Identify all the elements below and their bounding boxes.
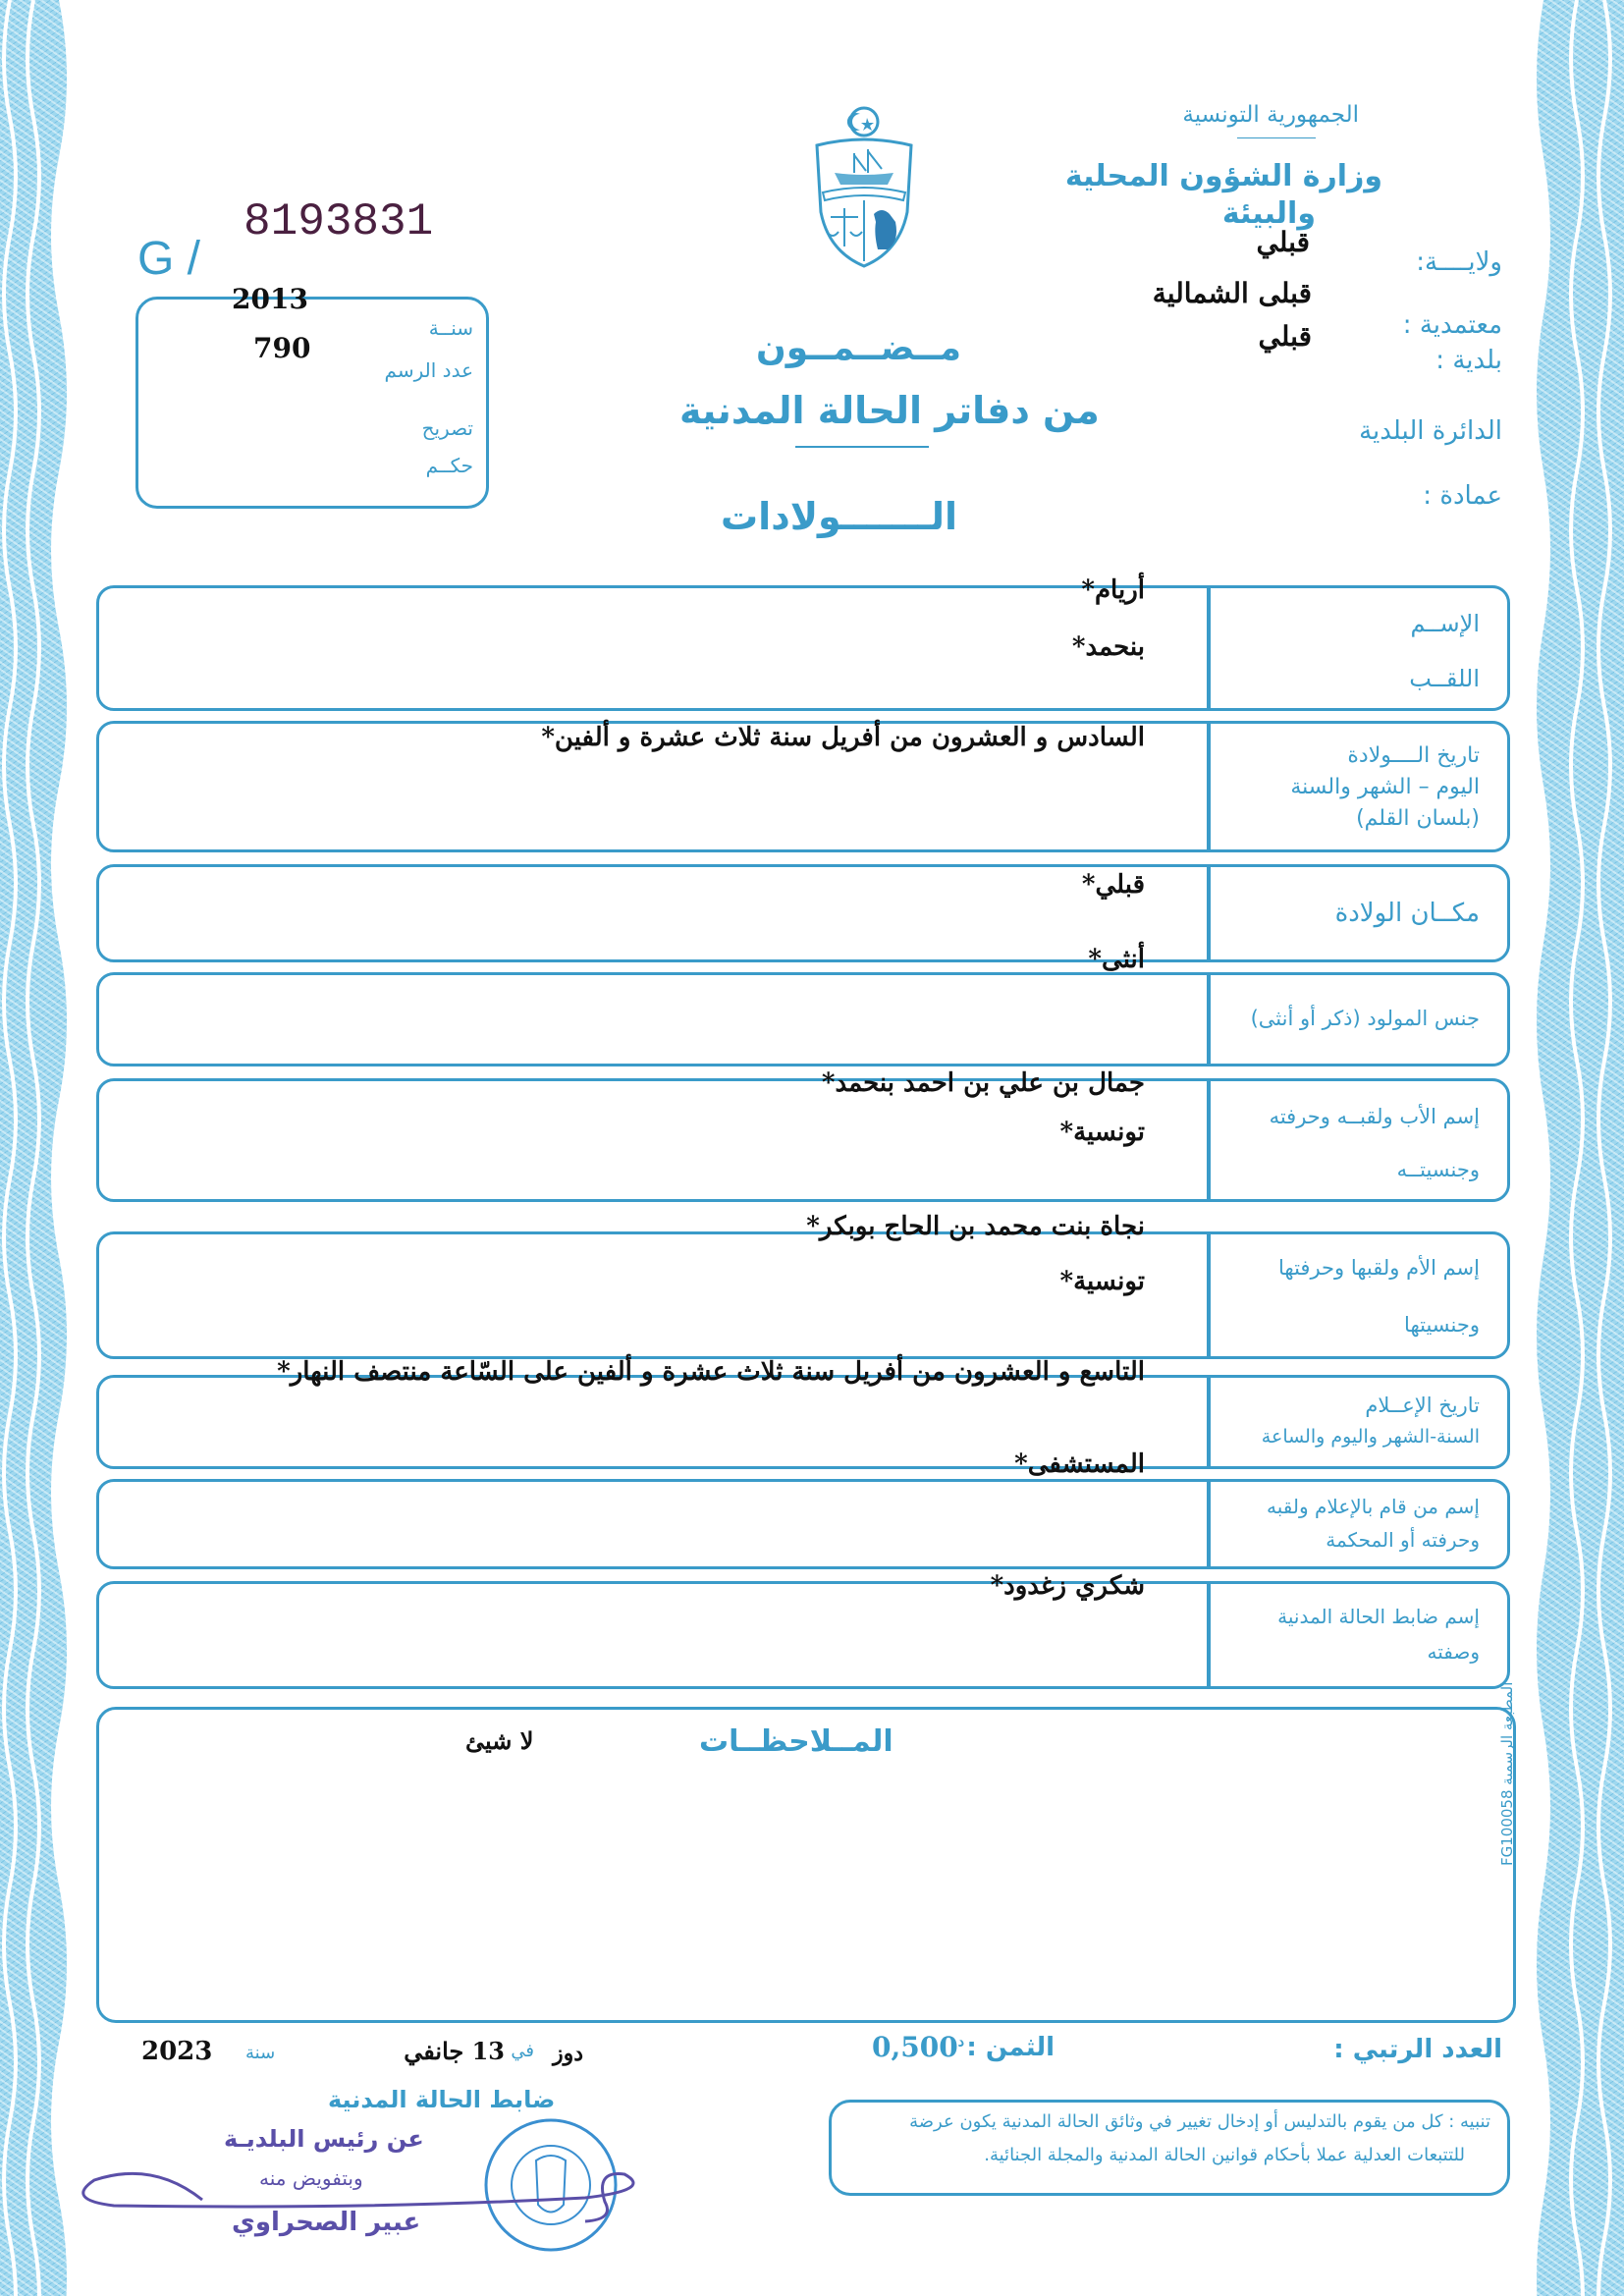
delegation-label: معتمدية : bbox=[1402, 310, 1502, 340]
issue-year-label: سنة bbox=[245, 2043, 276, 2063]
registry-judgment-label: حكــم bbox=[425, 454, 473, 477]
issue-in-label: في bbox=[511, 2041, 534, 2061]
guilloche-border-left bbox=[0, 0, 77, 2296]
field-label: اليوم – الشهر والسنة bbox=[1290, 775, 1480, 799]
notes-label: المــلاحظــات bbox=[699, 1724, 893, 1759]
ministry-label-line2: والبيئة bbox=[1221, 196, 1316, 231]
surname-value: بنحمد* bbox=[1071, 632, 1145, 662]
registry-declaration-label: تصريح bbox=[421, 416, 473, 440]
field-label: وجنسيتها bbox=[1404, 1313, 1480, 1337]
governorate-value: قبلي bbox=[1256, 226, 1310, 258]
stamp-name: عبير الصحراوي bbox=[232, 2208, 421, 2237]
wave-pattern-right bbox=[1530, 0, 1624, 2296]
field-label: وحرفته أو المحكمة bbox=[1326, 1528, 1480, 1552]
delegation-value: قبلى الشمالية bbox=[1152, 277, 1312, 309]
value-cell bbox=[96, 1231, 1210, 1359]
serial-order-label: العدد الرتبي : bbox=[1333, 2035, 1502, 2064]
issue-year-value: 2023 bbox=[141, 2037, 213, 2066]
wave-pattern-left bbox=[0, 0, 77, 2296]
form-code: FG100058 bbox=[1498, 1789, 1516, 1866]
field-row-birth-place bbox=[96, 864, 1510, 962]
governorate-label: ولايــــة: bbox=[1416, 247, 1502, 277]
issue-place: دوز bbox=[552, 2041, 583, 2066]
first-name-value: أريام* bbox=[1081, 575, 1145, 605]
value-cell bbox=[96, 972, 1210, 1066]
declaration-date-value: التاسع و العشرون من أفريل سنة ثلاث عشرة و ألفين على السّاعة منتصف النهار* bbox=[277, 1357, 1145, 1387]
label-cell bbox=[1208, 864, 1510, 962]
label-cell bbox=[1208, 585, 1510, 711]
guilloche-border-right bbox=[1530, 0, 1624, 2296]
field-label: مكــان الولادة bbox=[1334, 899, 1480, 928]
father-nationality-value: تونسية* bbox=[1059, 1118, 1145, 1147]
registry-year-value: 2013 bbox=[232, 283, 308, 315]
label-cell bbox=[1208, 1581, 1510, 1689]
serial-prefix: G / bbox=[137, 233, 201, 285]
field-label: (بلسان القلم) bbox=[1356, 806, 1480, 831]
value-cell bbox=[96, 585, 1210, 711]
birth-place-value: قبلي* bbox=[1081, 870, 1145, 900]
issue-day-month: 13 جانفي bbox=[404, 2037, 505, 2065]
label-cell bbox=[1208, 1231, 1510, 1359]
label-cell bbox=[1208, 721, 1510, 852]
field-label: إسم الأب ولقبــه وحرفته bbox=[1269, 1105, 1480, 1128]
label-cell bbox=[1208, 1479, 1510, 1569]
field-row-officer bbox=[96, 1581, 1510, 1689]
birth-date-value: السادس و العشرون من أفريل سنة ثلاث عشرة و ألفين* bbox=[541, 723, 1145, 752]
stamp-line1: عن رئيس البلديـة bbox=[224, 2125, 424, 2153]
label-cell bbox=[1208, 1078, 1510, 1202]
field-label: السنة-الشهر واليوم والساعة bbox=[1261, 1426, 1480, 1448]
registry-year-label: سنــة bbox=[428, 316, 473, 340]
registry-act-number-value: 790 bbox=[253, 332, 311, 364]
omda-label: عمادة : bbox=[1423, 481, 1502, 511]
field-row-mother bbox=[96, 1231, 1510, 1359]
warning-line2: للتتبعات العدلية عملا بأحكام قوانين الحالة المدنية والمجلة الجنائية. bbox=[984, 2145, 1465, 2165]
mother-name-value: نجاة بنت محمد بن الحاج بوبكر* bbox=[806, 1212, 1145, 1241]
title-line2: من دفاتر الحالة المدنية bbox=[679, 389, 1100, 432]
ministry-label-line1: وزارة الشؤون المحلية bbox=[1064, 159, 1382, 193]
officer-value: شكري زغدود* bbox=[990, 1571, 1145, 1601]
district-label: الدائرة البلدية bbox=[1359, 416, 1502, 446]
registry-act-number-label: عدد الرسم bbox=[384, 358, 473, 382]
municipality-label: بلدية : bbox=[1435, 346, 1502, 375]
notes-value: لا شيئ bbox=[465, 1726, 534, 1755]
field-label: جنس المولود (ذكر أو أنثى) bbox=[1250, 1007, 1480, 1030]
field-label: تاريخ الإعــلام bbox=[1365, 1394, 1480, 1417]
printer-mark bbox=[1498, 1682, 1516, 1866]
field-row-sex bbox=[96, 972, 1510, 1066]
price-unit: د bbox=[957, 2034, 964, 2050]
header-divider bbox=[1237, 137, 1316, 138]
field-row-declaration-date bbox=[96, 1375, 1510, 1469]
price-amount: 0,500 bbox=[872, 2031, 958, 2063]
signature-icon bbox=[75, 2151, 664, 2229]
declarant-value: المستشفى* bbox=[1014, 1449, 1145, 1479]
title-underline bbox=[795, 446, 929, 448]
field-label: اللقــب bbox=[1409, 665, 1480, 692]
field-row-father bbox=[96, 1078, 1510, 1202]
price-label: الثمن : bbox=[966, 2033, 1055, 2062]
mother-nationality-value: تونسية* bbox=[1059, 1267, 1145, 1296]
tunisia-coat-of-arms-icon bbox=[805, 104, 923, 271]
father-name-value: جمال بن علي بن احمد بنحمد* bbox=[821, 1068, 1145, 1098]
field-label: تاريخ الــــولادة bbox=[1347, 743, 1480, 768]
officer-title: ضابط الحالة المدنية bbox=[328, 2086, 556, 2113]
title-line1: مــضــمــون bbox=[756, 328, 962, 368]
field-label: إسم ضابط الحالة المدنية bbox=[1277, 1605, 1480, 1628]
republic-label: الجمهورية التونسية bbox=[1182, 102, 1359, 128]
field-label: الإســم bbox=[1410, 610, 1480, 637]
municipality-value: قبلي bbox=[1258, 320, 1312, 353]
printer-name: المطبعة الرسمية bbox=[1498, 1681, 1516, 1785]
field-row-declarant bbox=[96, 1479, 1510, 1569]
warning-line1: تنبيه : كل من يقوم بالتدليس أو إدخال تغيير في وثائق الحالة المدنية يكون عرضة bbox=[909, 2111, 1490, 2132]
serial-number: 8193831 bbox=[244, 196, 434, 247]
title-line3: الـــــــولادات bbox=[721, 495, 958, 538]
field-label: وصفته bbox=[1427, 1640, 1480, 1664]
field-label: إسم الأم ولقبها وحرفتها bbox=[1278, 1256, 1480, 1280]
label-cell bbox=[1208, 972, 1510, 1066]
value-cell bbox=[96, 1479, 1210, 1569]
price-value bbox=[872, 2031, 964, 2063]
sex-value: أنثى* bbox=[1088, 945, 1145, 974]
label-cell bbox=[1208, 1375, 1510, 1469]
stamp-line2: وبتفويض منه bbox=[259, 2166, 363, 2190]
field-label: وجنسيتــه bbox=[1396, 1158, 1480, 1181]
field-label: إسم من قام بالإعلام ولقبه bbox=[1267, 1495, 1480, 1518]
value-cell bbox=[96, 864, 1210, 962]
field-row-name bbox=[96, 585, 1510, 711]
